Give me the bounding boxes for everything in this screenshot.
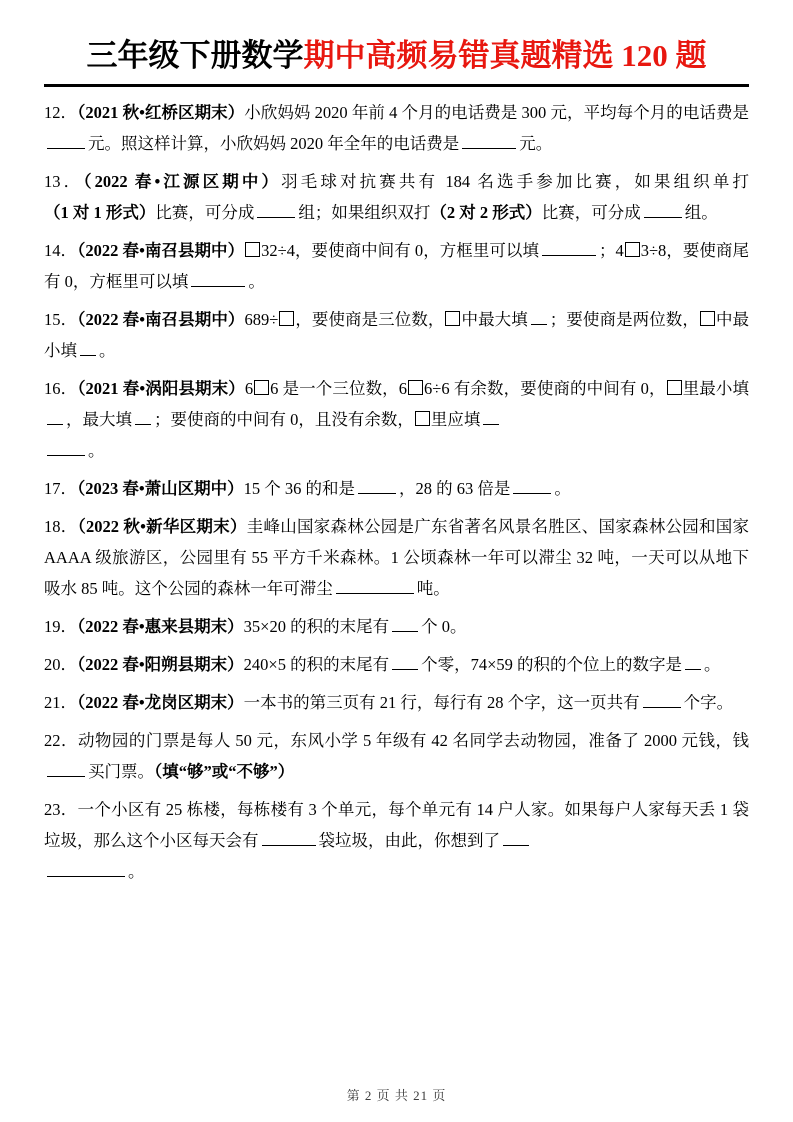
question-source: （2021 秋•红桥区期末） — [77, 103, 245, 122]
question-text: 689÷ — [244, 310, 279, 329]
question-text: 元。 — [519, 134, 553, 153]
empty-box-placeholder — [245, 242, 260, 257]
question-source: （2023 春•萧山区期中） — [77, 479, 244, 498]
empty-box-placeholder — [667, 380, 682, 395]
empty-box-placeholder — [279, 311, 294, 326]
question-number: 16． — [44, 379, 78, 398]
question-text: ；要使商的中间有 0，且没有余数， — [154, 410, 414, 429]
question-text: 6÷6 有余数，要使商的中间有 0， — [424, 379, 666, 398]
question-number: 17． — [44, 479, 77, 498]
question-text: 。 — [128, 862, 145, 881]
question-source: （2022 春•惠来县期末） — [77, 617, 244, 636]
page-title-black: 三年级下册数学 — [86, 38, 304, 73]
question-source: （2022 春•龙岗区期末） — [77, 693, 244, 712]
question-list — [44, 97, 749, 887]
answer-blank — [643, 690, 681, 708]
question-source: （2022 春•阳朔县期末） — [77, 655, 244, 674]
page-header — [44, 34, 749, 87]
question-text: 元。照这样计算，小欣妈妈 2020 年全年的电话费是 — [88, 134, 460, 153]
question-text: 个零，74×59 的积的个位上的数字是 — [421, 655, 683, 674]
answer-blank — [358, 476, 396, 494]
question-source: （2022 春•南召县期中） — [77, 241, 245, 260]
question-text: 3÷8，要使商尾有 0，方框里可以填 — [44, 241, 750, 291]
answer-blank — [503, 828, 529, 846]
question-item — [44, 794, 749, 887]
answer-blank — [531, 307, 547, 325]
question-item — [44, 649, 749, 680]
answer-blank — [392, 652, 418, 670]
question-text: 6 — [244, 379, 254, 398]
question-text: ，最大填 — [66, 410, 132, 429]
question-text: ，28 的 63 倍是 — [399, 479, 511, 498]
question-number: 13． — [44, 172, 84, 191]
empty-box-placeholder — [254, 380, 269, 395]
question-item — [44, 725, 749, 787]
question-text: 。 — [704, 655, 721, 674]
question-text: 35×20 的积的末尾有 — [243, 617, 390, 636]
question-text: 一个小区有 25 栋楼，每栋楼有 3 个单元，每个单元有 14 户人家。如果每户人家每天丢 1 袋垃圾，那么这个小区每天会有 — [44, 800, 750, 850]
empty-box-placeholder — [415, 411, 430, 426]
question-number: 21． — [44, 693, 77, 712]
question-number: 22． — [44, 731, 78, 750]
question-text: 。 — [554, 479, 571, 498]
question-text: 。 — [88, 441, 105, 460]
empty-box-placeholder — [408, 380, 423, 395]
question-text: 动物园的门票是每人 50 元，东风小学 5 年级有 42 名同学去动物园，准备了 2000 元钱，钱 — [77, 731, 750, 750]
answer-blank — [47, 859, 125, 877]
question-text: 。 — [99, 341, 116, 360]
question-text: 羽毛球对抗赛共有 184 名选手参加比赛，如果组织单打 — [281, 172, 750, 191]
question-item — [44, 373, 749, 466]
question-item — [44, 687, 749, 718]
question-text: 中最小填 — [44, 310, 750, 360]
question-text: 买门票。 — [88, 762, 154, 781]
answer-blank — [47, 131, 85, 149]
answer-blank — [462, 131, 516, 149]
question-text: ；要使商是两位数， — [549, 310, 699, 329]
question-item — [44, 166, 749, 228]
question-text-emphasis: （2 对 2 形式） — [430, 203, 542, 222]
question-text: 。 — [248, 272, 265, 291]
question-text: 里应填 — [430, 410, 481, 429]
answer-blank — [392, 614, 418, 632]
answer-blank — [47, 759, 85, 777]
empty-box-placeholder — [625, 242, 640, 257]
question-text: 组。 — [684, 203, 718, 222]
answer-blank — [644, 200, 682, 218]
page-footer: 第 2 页 共 21 页 — [346, 1088, 447, 1103]
page-title-red: 期中高频易错真题精选 120 题 — [303, 38, 707, 73]
question-source: （2021 春•涡阳县期末） — [77, 379, 245, 398]
question-text: 比赛，可分成 — [541, 203, 641, 222]
question-number: 23． — [44, 800, 78, 819]
question-text-emphasis: （填“够”或“不够”） — [154, 762, 295, 781]
question-number: 19． — [44, 617, 77, 636]
question-text: ；4 — [599, 241, 624, 260]
answer-blank — [513, 476, 551, 494]
question-number: 14． — [44, 241, 78, 260]
question-text: 15 个 36 的和是 — [243, 479, 356, 498]
question-source: （2022 春•南召县期中） — [77, 310, 245, 329]
answer-blank — [80, 338, 96, 356]
question-text: 里最小填 — [682, 379, 750, 398]
question-source: （2022 秋•新华区期末） — [77, 517, 247, 536]
question-text: 袋垃圾，由此，你想到了 — [318, 831, 500, 850]
answer-blank — [685, 652, 701, 670]
answer-blank — [483, 407, 499, 425]
answer-blank — [47, 438, 85, 456]
empty-box-placeholder — [445, 311, 460, 326]
question-text: 比赛，可分成 — [155, 203, 255, 222]
question-number: 20． — [44, 655, 77, 674]
answer-blank — [336, 576, 414, 594]
page-title — [44, 34, 749, 78]
answer-blank — [47, 407, 63, 425]
question-text: 32÷4，要使商中间有 0，方框里可以填 — [261, 241, 539, 260]
question-text: 个字。 — [683, 693, 734, 712]
question-text: 个 0。 — [421, 617, 467, 636]
question-item — [44, 473, 749, 504]
empty-box-placeholder — [700, 311, 715, 326]
question-source: （2022 春•江源区期中） — [83, 172, 282, 191]
question-text: ，要使商是三位数， — [295, 310, 445, 329]
question-number: 18． — [44, 517, 78, 536]
question-text: 6 是一个三位数，6 — [270, 379, 408, 398]
answer-blank — [135, 407, 151, 425]
question-text: 组；如果组织双打 — [298, 203, 431, 222]
answer-blank — [262, 828, 316, 846]
question-number: 15． — [44, 310, 78, 329]
question-text: 吨。 — [416, 579, 450, 598]
answer-blank — [191, 269, 245, 287]
question-number: 12． — [44, 103, 78, 122]
question-item — [44, 511, 749, 604]
question-item — [44, 611, 749, 642]
question-item — [44, 97, 749, 159]
question-item — [44, 304, 749, 366]
question-text-emphasis: （1 对 1 形式） — [44, 203, 156, 222]
question-text: 中最大填 — [461, 310, 528, 329]
question-text: 小欣妈妈 2020 年前 4 个月的电话费是 300 元，平均每个月的电话费是 — [244, 103, 750, 122]
answer-blank — [257, 200, 295, 218]
question-text: 一本书的第三页有 21 行，每行有 28 个字，这一页共有 — [243, 693, 640, 712]
question-text: 240×5 的积的末尾有 — [243, 655, 390, 674]
question-item — [44, 235, 749, 297]
question-text: 圭峰山国家森林公园是广东省著名风景名胜区、国家森林公园和国家 AAAA 级旅游区，公园里有 55 平方千米森林。1 公顷森林一年可以滞尘 32 吨，一天可以从地下吸水 85 吨。这个公园的森林一年可滞尘 — [44, 517, 750, 598]
answer-blank — [542, 238, 596, 256]
